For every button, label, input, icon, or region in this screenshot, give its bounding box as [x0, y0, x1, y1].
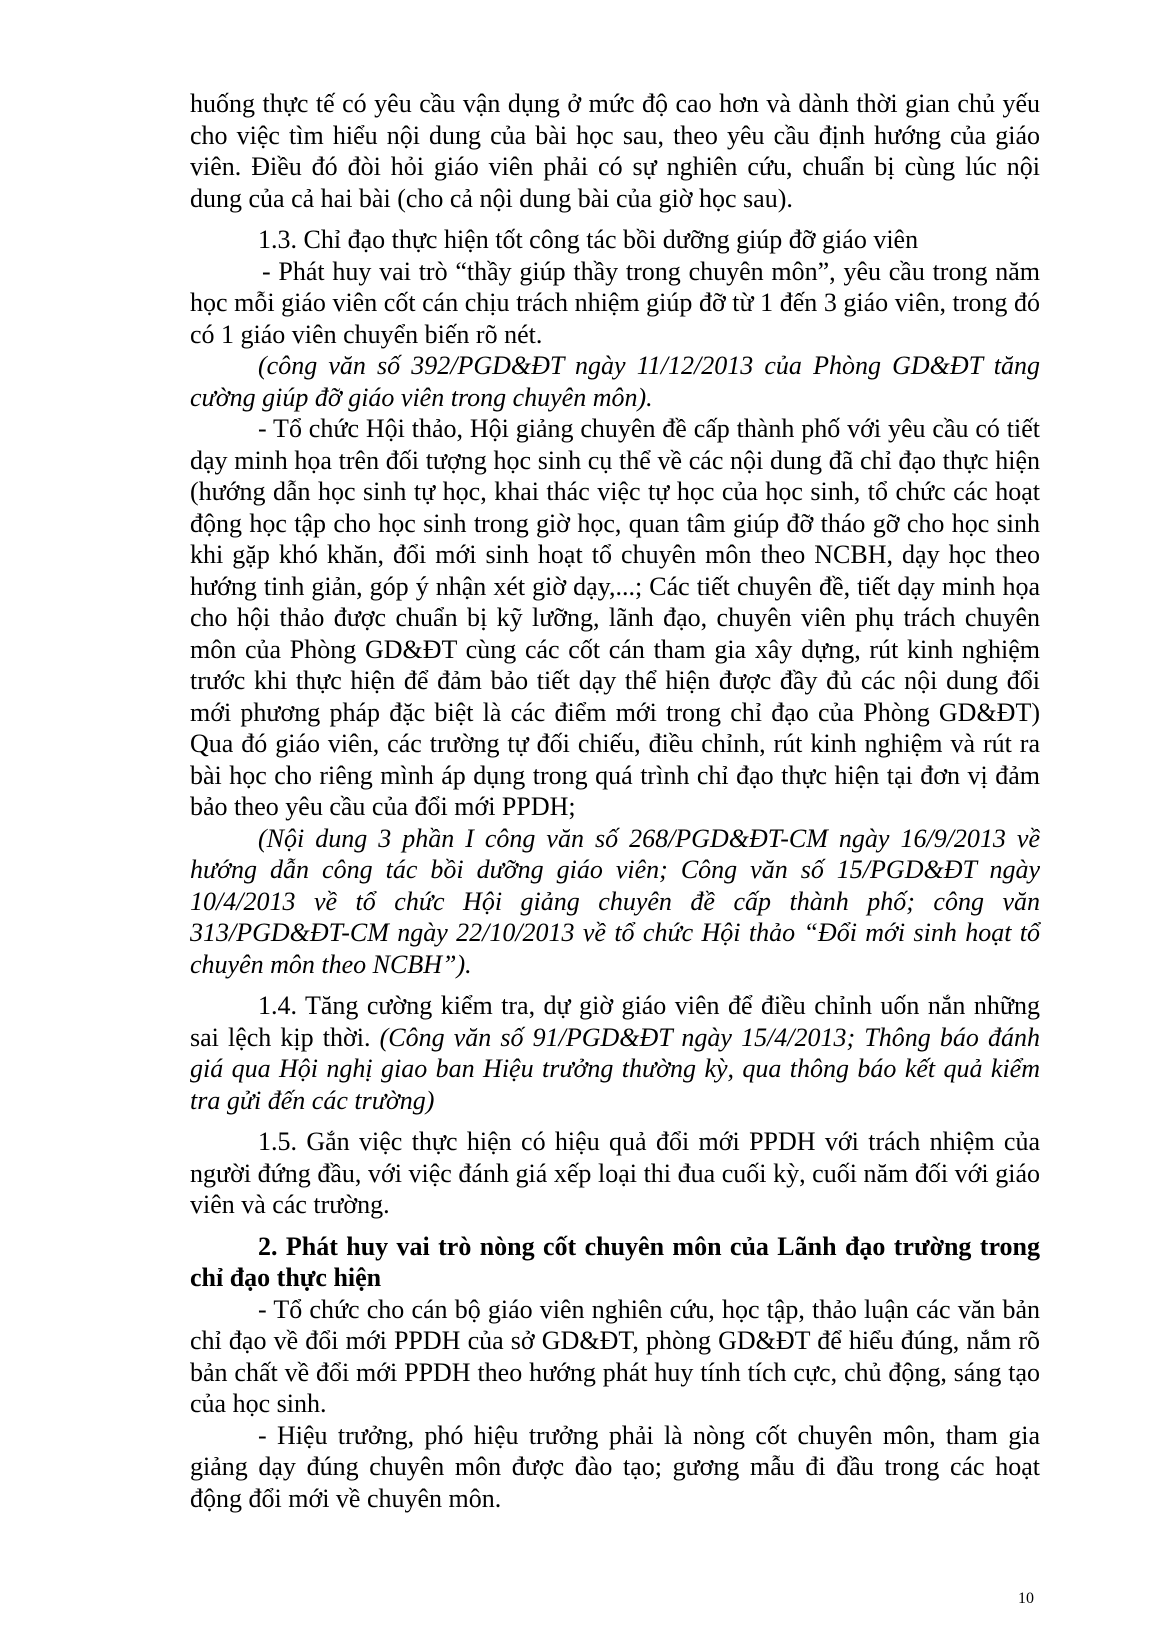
paragraph-workshops: - Tổ chức Hội thảo, Hội giảng chuyên đề cấp thành phố với yêu cầu có tiết dạy minh họa trên đối tượng học sinh cụ thể về các nội dung đã chỉ đạo thực hiện (hướng dẫn học sinh tự học, khai thác việc tự học của học sinh, tổ chức các hoạt động học tập cho học sinh trong giờ học, quan tâm giúp đỡ tháo gỡ cho học sinh khi gặp khó khăn, đổi mới sinh hoạt tổ chuyên môn theo NCBH, dạy học theo hướng tinh giản, góp ý nhận xét giờ dạy,...; Các tiết chuyên đề, tiết dạy minh họa cho hội thảo được chuẩn bị kỹ lưỡng, lãnh đạo, chuyên viên phụ trách chuyên môn của Phòng GD&ĐT cùng các cốt cán tham gia xây dựng, rút kinh nghiệm trước khi thực hiện để đảm bảo tiết dạy thể hiện được đầy đủ các nội dung đổi mới phương pháp đặc biệt là các điểm mới trong chỉ đạo của Phòng GD&ĐT) Qua đó giáo viên, các trường tự đối chiếu, điều chỉnh, rút kinh nghiệm và rút ra bài học cho riêng mình áp dụng trong quá trình chỉ đạo thực hiện tại đơn vị đảm bảo theo yêu cầu của đổi mới PPDH; — [190, 414, 1040, 821]
citation-91: (Công văn số 91/PGD&ĐT ngày 15/4/2013; Thông báo đánh giá qua Hội nghị giao ban Hiệu trưởng thường kỳ, qua thông báo kết quả kiểm tra gửi đến các trường) — [190, 1022, 1041, 1115]
section-heading-2: 2. Phát huy vai trò nòng cốt chuyên môn của Lãnh đạo trường trong chỉ đạo thực hiện — [190, 1231, 1040, 1292]
document-body — [190, 88, 1040, 1514]
paragraph-study-documents: - Tổ chức cho cán bộ giáo viên nghiên cứu, học tập, thảo luận các văn bản chỉ đạo về đổi mới PPDH của sở GD&ĐT, phòng GD&ĐT để hiểu đúng, nắm rõ bản chất về đổi mới PPDH theo hướng phát huy tính tích cực, chủ động, sáng tạo của học sinh. — [190, 1294, 1040, 1418]
paragraph-principals-role: - Hiệu trưởng, phó hiệu trưởng phải là nòng cốt chuyên môn, tham gia giảng dạy đúng chuyên môn được đào tạo; gương mẫu đi đầu trong các hoạt động đổi mới về chuyên môn. — [190, 1420, 1040, 1513]
paragraph-1-5: 1.5. Gắn việc thực hiện có hiệu quả đổi mới PPDH với trách nhiệm của người đứng đầu, với việc đánh giá xếp loại thi đua cuối kỳ, cuối năm đối với giáo viên và các trường. — [190, 1127, 1040, 1219]
citation-268: (Nội dung 3 phần I công văn số 268/PGD&ĐT-CM ngày 16/9/2013 về hướng dẫn công tác bồi dưỡng giáo viên; Công văn số 15/PGD&ĐT ngày 10/4/2013 về tổ chức Hội giảng chuyên đề cấp thành phố; công văn 313/PGD&ĐT-CM ngày 22/10/2013 về tổ chức Hội thảo “Đổi mới sinh hoạt tổ chuyên môn theo NCBH”). — [190, 823, 1040, 979]
page-number: 10 — [1018, 1590, 1034, 1607]
paragraph-teacher-mentoring: - Phát huy vai trò “thầy giúp thầy trong chuyên môn”, yêu cầu trong năm học mỗi giáo viên cốt cán chịu trách nhiệm giúp đỡ từ 1 đến 3 giáo viên, trong đó có 1 giáo viên chuyển biến rõ nét. — [190, 256, 1040, 349]
section-heading-1-3: 1.3. Chỉ đạo thực hiện tốt công tác bồi dưỡng giúp đỡ giáo viên — [258, 225, 919, 254]
paragraph-1-4-text: 1.4. Tăng cường kiểm tra, dự giờ giáo viên để điều chỉnh uốn nắn những sai lệch kịp thời. — [190, 991, 1040, 1052]
citation-392: (công văn số 392/PGD&ĐT ngày 11/12/2013 của Phòng GD&ĐT tăng cường giúp đỡ giáo viên trong chuyên môn). — [190, 351, 1040, 412]
paragraph-continuation: huống thực tế có yêu cầu vận dụng ở mức độ cao hơn và dành thời gian chủ yếu cho việc tìm hiểu nội dung của bài học sau, theo yêu cầu định hướng của giáo viên. Điều đó đòi hỏi giáo viên phải có sự nghiên cứu, chuẩn bị cùng lúc nội dung của cả hai bài (cho cả nội dung bài của giờ học sau). — [190, 89, 1040, 213]
paragraph-1-4 — [190, 990, 1040, 1116]
